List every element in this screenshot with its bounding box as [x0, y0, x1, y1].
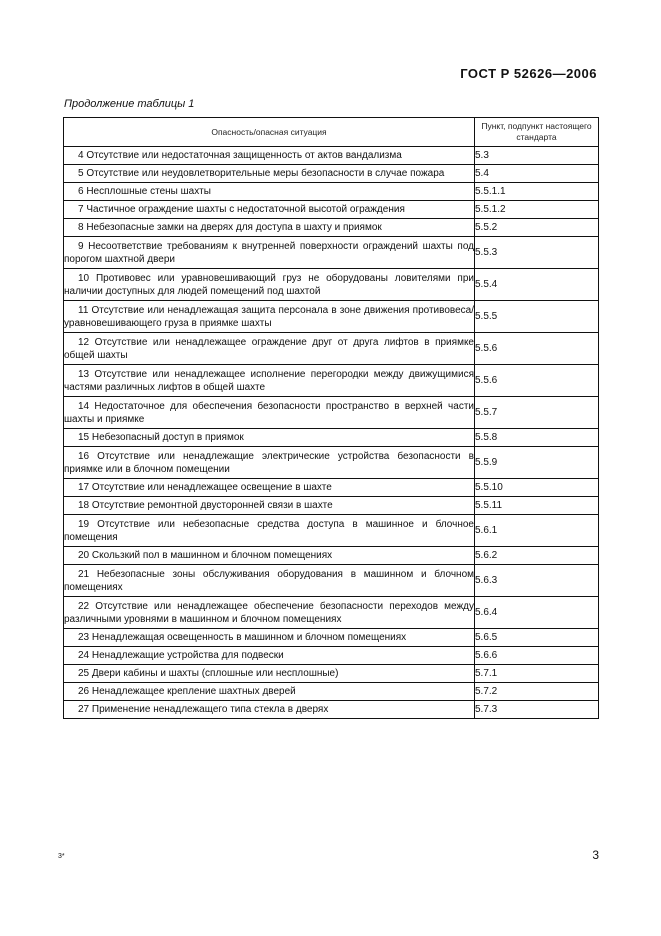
situation-text: 16 Отсутствие или ненадлежащие электрические устройства безопасности в приямке или в блочном помещении — [64, 450, 474, 475]
situation-text: 12 Отсутствие или ненадлежащее ограждение друг от друга лифтов в приямке общей шахты — [64, 336, 474, 361]
situation-text: 22 Отсутствие или ненадлежащее обеспечение безопасности переходов между различными уровнями в машинном и блочном помещениях — [64, 600, 474, 625]
situation-text: 25 Двери кабины и шахты (сплошные или несплошные) — [78, 668, 339, 679]
clause-number: 5.5.8 — [475, 429, 599, 447]
table-row — [64, 333, 599, 365]
table-row — [64, 165, 599, 183]
clause-number: 5.5.5 — [475, 301, 599, 333]
situation-text: 21 Небезопасные зоны обслуживания оборудования в машинном и блочном помещениях — [64, 568, 474, 593]
situation-text: 10 Противовес или уравновешивающий груз не оборудованы ловителями при наличии доступных для людей помещений под шахтой — [64, 272, 474, 297]
situation-text: 9 Несоответствие требованиям к внутренней поверхности ограждений шахты под порогом шахтной двери — [64, 240, 474, 265]
hazards-table — [63, 117, 599, 719]
clause-number: 5.3 — [475, 147, 599, 165]
situation-text: 4 Отсутствие или недостаточная защищенность от актов вандализма — [78, 150, 402, 161]
table-row — [64, 701, 599, 719]
situation-text: 11 Отсутствие или ненадлежащая защита персонала в зоне движения противовеса/уравновешивающего груза в приямке шахты — [64, 304, 474, 329]
situation-text: 23 Ненадлежащая освещенность в машинном и блочном помещениях — [78, 632, 407, 643]
clause-number: 5.7.3 — [475, 701, 599, 719]
table-row — [64, 147, 599, 165]
clause-number: 5.7.1 — [475, 665, 599, 683]
clause-number: 5.6.4 — [475, 597, 599, 629]
table-row — [64, 647, 599, 665]
table-row — [64, 515, 599, 547]
table-row — [64, 683, 599, 701]
table-row — [64, 665, 599, 683]
situation-text: 14 Недостаточное для обеспечения безопасности пространство в верхней части шахты и приямке — [64, 400, 474, 425]
clause-number: 5.6.3 — [475, 565, 599, 597]
table-row — [64, 629, 599, 647]
situation-text: 26 Ненадлежащее крепление шахтных дверей — [78, 686, 296, 697]
sheet-signature: 3* — [58, 853, 65, 860]
table-continuation-label: Продолжение таблицы 1 — [64, 98, 195, 110]
table-row — [64, 237, 599, 269]
table-row — [64, 565, 599, 597]
situation-text: 15 Небезопасный доступ в приямок — [78, 432, 244, 443]
situation-text: 13 Отсутствие или ненадлежащее исполнение перегородки между движущимися частями различных лифтов в общей шахте — [64, 368, 474, 393]
table-row — [64, 219, 599, 237]
table-row — [64, 301, 599, 333]
situation-text: 6 Несплошные стены шахты — [78, 186, 211, 197]
situation-text: 19 Отсутствие или небезопасные средства доступа в машинное и блочное помещения — [64, 518, 474, 543]
clause-number: 5.5.7 — [475, 397, 599, 429]
table-row — [64, 397, 599, 429]
clause-number: 5.5.9 — [475, 447, 599, 479]
clause-number: 5.6.5 — [475, 629, 599, 647]
table-row — [64, 183, 599, 201]
situation-text: 20 Скользкий пол в машинном и блочном помещениях — [78, 550, 333, 561]
clause-number: 5.5.4 — [475, 269, 599, 301]
clause-number: 5.5.2 — [475, 219, 599, 237]
column-header-situation: Опасность/опасная ситуация — [64, 118, 475, 147]
situation-text: 5 Отсутствие или неудовлетворительные меры безопасности в случае пожара — [78, 168, 445, 179]
clause-number: 5.6.6 — [475, 647, 599, 665]
table-row — [64, 447, 599, 479]
page-number: 3 — [592, 848, 599, 862]
clause-number: 5.5.6 — [475, 333, 599, 365]
table-row — [64, 479, 599, 497]
standard-code: ГОСТ Р 52626—2006 — [460, 66, 597, 81]
clause-number: 5.7.2 — [475, 683, 599, 701]
clause-number: 5.5.3 — [475, 237, 599, 269]
table-row — [64, 269, 599, 301]
clause-number: 5.5.6 — [475, 365, 599, 397]
clause-number: 5.4 — [475, 165, 599, 183]
situation-text: 18 Отсутствие ремонтной двусторонней связи в шахте — [78, 500, 333, 511]
clause-number: 5.6.1 — [475, 515, 599, 547]
clause-number: 5.5.11 — [475, 497, 599, 515]
situation-text: 7 Частичное ограждение шахты с недостаточной высотой ограждения — [78, 204, 405, 215]
clause-number: 5.6.2 — [475, 547, 599, 565]
situation-text: 24 Ненадлежащие устройства для подвески — [78, 650, 284, 661]
clause-number: 5.5.1.2 — [475, 201, 599, 219]
column-header-clause: Пункт, подпункт настоящего стандарта — [475, 118, 599, 147]
table-row — [64, 429, 599, 447]
clause-number: 5.5.1.1 — [475, 183, 599, 201]
table-row — [64, 547, 599, 565]
table-row — [64, 201, 599, 219]
situation-text: 8 Небезопасные замки на дверях для доступа в шахту и приямок — [78, 222, 382, 233]
clause-number: 5.5.10 — [475, 479, 599, 497]
situation-text: 17 Отсутствие или ненадлежащее освещение в шахте — [78, 482, 332, 493]
table-row — [64, 497, 599, 515]
table-row — [64, 365, 599, 397]
situation-text: 27 Применение ненадлежащего типа стекла в дверях — [78, 704, 329, 715]
table-row — [64, 597, 599, 629]
